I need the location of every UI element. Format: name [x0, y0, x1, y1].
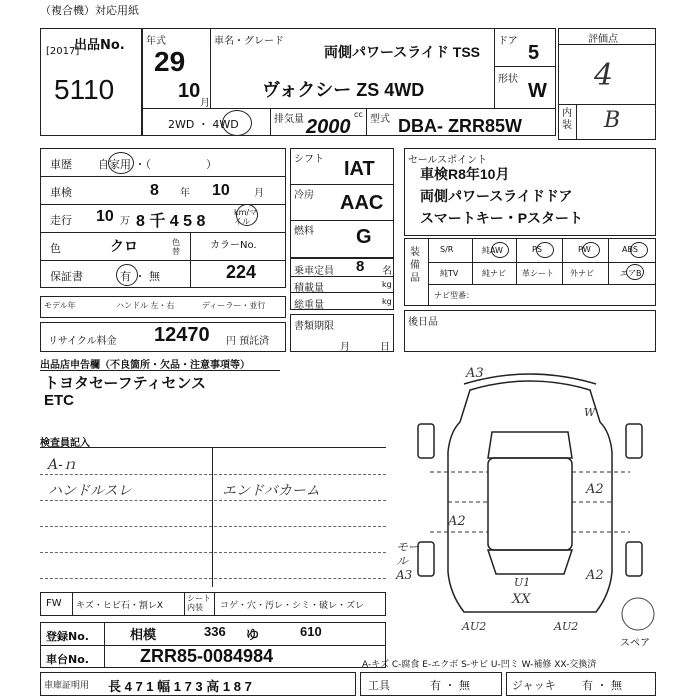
inspector-note-2: ハンドルスレ: [48, 483, 132, 499]
inspector-note-1: A-ｎ: [48, 457, 77, 473]
model-year-label: モデル年: [44, 301, 76, 310]
displacement-unit: cc: [354, 110, 363, 119]
fw-label: FW: [46, 598, 62, 609]
color-label: 色: [50, 242, 61, 255]
lot-year-tag: [2017]: [46, 46, 80, 57]
recycle-unit: 円 預託済: [226, 336, 270, 347]
interior-label: 内装: [562, 108, 572, 131]
tools-label: 工具: [368, 679, 390, 692]
remarks-box: [404, 310, 656, 352]
color-value: クロ: [110, 238, 138, 254]
reg-class: 336: [204, 624, 226, 639]
fuel-label: 燃料: [294, 226, 314, 237]
remarks-label: 後日品: [408, 317, 438, 328]
warranty-circle: [116, 264, 138, 286]
color-code-label: カラーNo.: [210, 240, 257, 251]
pw-circle: [582, 242, 600, 258]
equip-abs: ABS: [622, 245, 638, 254]
ps-circle: [536, 242, 554, 258]
cert-items: 長 4 7 1 幅 1 7 3 高 1 8 7: [108, 679, 252, 694]
4wd-circle: [222, 110, 252, 136]
fuel-value: G: [356, 226, 372, 248]
inspection-year: 8: [150, 182, 159, 199]
car-grade: 両側パワースライド TSS: [324, 44, 480, 60]
seller-line-2: ETC: [44, 392, 74, 409]
jack-label: ジャッキ: [512, 679, 556, 692]
form-note: （複合機）対応用紙: [40, 4, 139, 17]
handle: ハンドル 左・右: [116, 301, 175, 310]
weight-label: 総重量: [294, 300, 324, 311]
fw-text: キズ・ヒビ石・割レX: [76, 601, 163, 611]
warranty-value: 有 ・ 無: [120, 270, 160, 283]
recycle-value: 12470: [154, 324, 210, 346]
lot-label: 出品No.: [74, 38, 125, 53]
abs-circle: [630, 242, 648, 258]
displacement-label: 排気量: [274, 114, 304, 125]
doc-month: 月: [340, 342, 350, 353]
mark-w: W: [584, 406, 596, 419]
inspection-month: 10: [212, 182, 230, 199]
door-value: 5: [528, 42, 540, 64]
mark-au2-2: AU2: [554, 620, 579, 633]
capacity-unit: 名: [382, 266, 392, 277]
sales-line-3: スマートキー・Pスタート: [420, 210, 584, 226]
inspector-label: 検査員記入: [40, 438, 90, 449]
equip-airbag: エアB: [620, 269, 642, 278]
mileage-label: 走行: [50, 214, 72, 227]
type-label: 型式: [370, 114, 390, 125]
inspection-year-unit: 年: [180, 188, 190, 199]
lot-number: 5110: [54, 74, 115, 105]
year-month-unit: 月: [200, 98, 210, 109]
sales-line-2: 両側パワースライドドア: [420, 188, 573, 204]
color-code: 224: [226, 262, 257, 282]
equip-navi: 純ナビ: [482, 269, 506, 278]
load-unit: kg: [382, 280, 392, 289]
mark-mole: モール A3: [396, 540, 420, 582]
weight-unit: kg: [382, 297, 392, 306]
mark-xx: XX: [512, 592, 531, 607]
reg-kana: ゆ: [246, 627, 260, 642]
type-value: DBA- ZRR85W: [398, 116, 522, 136]
door-label: ドア: [498, 36, 518, 47]
reg-num: 610: [300, 624, 322, 639]
shape-label: 形状: [498, 74, 518, 85]
legend: A-キズ C-腐食 E-エクボ S-サビ U-凹ミ W-補修 XX-交換済: [362, 660, 597, 670]
shift-value: IAT: [344, 158, 375, 180]
seller-line-1: トヨタセーフティセンス: [44, 375, 207, 392]
tools-value: 有 ・ 無: [430, 679, 470, 692]
navi-model: ナビ型番：: [434, 291, 474, 300]
history-value: 自家用 ・（ ）: [98, 158, 217, 171]
color-change: 色替: [172, 238, 180, 256]
recycle-label: リサイクル料金: [48, 336, 117, 347]
seat-text: コゲ・穴・汚レ・シミ・破レ・ズレ: [220, 601, 365, 611]
mark-a2-2: A2: [448, 514, 466, 529]
load-label: 積載量: [294, 283, 324, 294]
mark-a2-1: A2: [586, 482, 604, 497]
equip-leather: 革シート: [522, 269, 554, 278]
displacement-value: 2000: [306, 116, 351, 138]
doc-day: 日: [380, 342, 390, 353]
equip-ps: PS: [532, 245, 542, 254]
interior-value: B: [604, 108, 621, 133]
equip-sr: S/R: [440, 245, 454, 254]
spare-label: スペア: [620, 638, 650, 649]
sales-label: セールスポイント: [408, 155, 488, 166]
seat-label: シート内装: [187, 594, 211, 612]
km-circle: [236, 204, 258, 226]
mileage-digits: 8 千 4 5 8: [136, 213, 206, 230]
drive-options: 2WD ・ 4WD: [168, 118, 239, 131]
year-month: 10: [178, 80, 201, 102]
mileage-man-unit: 万: [120, 216, 130, 227]
sales-line-1: 車検R8年10月: [420, 166, 510, 182]
history-label: 車歴: [50, 158, 72, 171]
history-circle: [108, 152, 134, 174]
doc-label: 書類期限: [294, 321, 334, 332]
score-label: 評価点: [588, 34, 618, 45]
capacity-label: 乗車定員: [294, 266, 334, 277]
year-value: 29: [154, 46, 186, 77]
equip-label: 装備品: [410, 247, 420, 284]
mileage-man: 10: [96, 208, 114, 225]
inspection-month-unit: 月: [254, 188, 264, 199]
mark-u1: U1: [514, 576, 531, 589]
ac-value: AAC: [340, 192, 384, 214]
reg-label: 登録No.: [46, 630, 89, 643]
car-name-label: 車名・グレード: [214, 36, 284, 47]
shape-value: W: [528, 80, 547, 102]
shift-label: シフト: [294, 154, 324, 165]
aw-circle: [491, 242, 509, 258]
mark-a2-3: A2: [586, 568, 604, 583]
equip-aw: 純AW: [482, 246, 503, 255]
score-value: 4: [594, 58, 614, 93]
year-label: 年式: [146, 36, 166, 47]
chassis-label: 車台No.: [46, 653, 89, 666]
chassis-value: ZRR85-0084984: [140, 646, 274, 666]
mark-au2-1: AU2: [462, 620, 487, 633]
inspection-label: 車検: [50, 186, 72, 199]
mileage-unit: km/マイル: [234, 208, 258, 226]
seller-label: 出品店申告欄（不良箇所・欠品・注意事項等）: [40, 360, 250, 371]
capacity-value: 8: [356, 258, 365, 275]
mark-a3: A3: [466, 366, 484, 381]
ac-label: 冷房: [294, 190, 314, 201]
inspector-note-3: エンドバカーム: [222, 483, 320, 499]
equip-tv: 純TV: [440, 269, 459, 278]
warranty-label: 保証書: [50, 270, 83, 283]
jack-value: 有 ・ 無: [582, 679, 622, 692]
equip-pw: PW: [578, 245, 591, 254]
cert-label: 車庫証明用: [44, 681, 90, 691]
dealer: ディーラー・並行: [202, 301, 266, 310]
reg-area: 相模: [130, 627, 157, 642]
car-model: ヴォクシー ZS 4WD: [262, 80, 425, 100]
equip-ext-navi: 外ナビ: [570, 269, 594, 278]
airbag-circle: [626, 264, 644, 280]
